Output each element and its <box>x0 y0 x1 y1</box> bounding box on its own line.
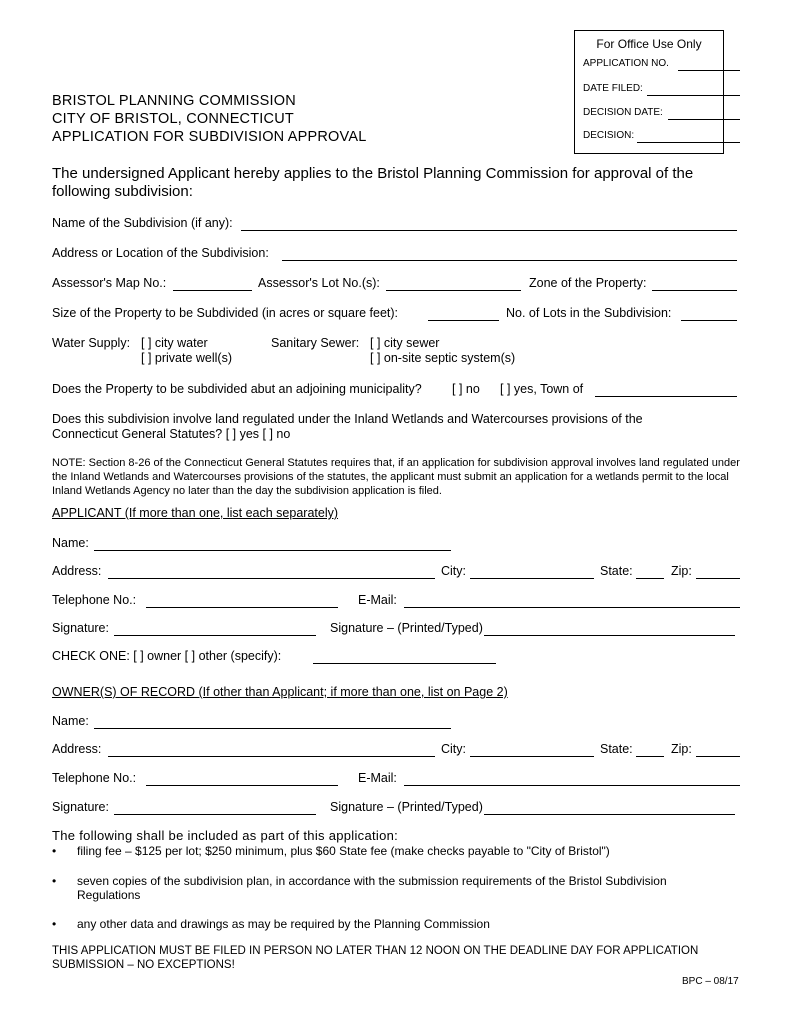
application-no-field[interactable] <box>678 70 740 71</box>
date-filed-field[interactable] <box>647 95 740 96</box>
water-supply-label: Water Supply: <box>52 336 131 350</box>
owner-email-label: E-Mail: <box>358 771 397 785</box>
applicant-city-field[interactable] <box>470 578 594 579</box>
size-label: Size of the Property to be Subdivided (in acres or square feet): <box>52 306 399 320</box>
applicant-state-field[interactable] <box>636 578 664 579</box>
applicant-state-label: State: <box>600 564 633 578</box>
filing-warning-1: THIS APPLICATION MUST BE FILED IN PERSON NO LATER THAN 12 NOON ON THE DEADLINE DAY FOR APPLICATION <box>52 945 699 957</box>
owner-name-label: Name: <box>52 714 89 728</box>
owner-address-field[interactable] <box>108 756 435 757</box>
sewer-septic-checkbox[interactable]: [ ] on-site septic system(s) <box>370 351 516 365</box>
applicant-signature-printed-field[interactable] <box>484 635 735 636</box>
included-item-copies-cont: Regulations <box>77 888 141 902</box>
applicant-telephone-field[interactable] <box>146 607 338 608</box>
wetlands-question-2[interactable]: Connecticut General Statutes? [ ] yes [ ] no <box>52 427 291 441</box>
decision-date-label: DECISION DATE: <box>583 107 663 118</box>
map-no-label: Assessor's Map No.: <box>52 276 167 290</box>
owner-address-label: Address: <box>52 742 102 756</box>
num-lots-field[interactable] <box>681 320 737 321</box>
owner-zip-label: Zip: <box>671 742 692 756</box>
num-lots-label: No. of Lots in the Subdivision: <box>506 306 672 320</box>
zone-label: Zone of the Property: <box>529 276 647 290</box>
address-location-label: Address or Location of the Subdivision: <box>52 246 269 260</box>
applicant-signature-label: Signature: <box>52 621 109 635</box>
date-filed-label: DATE FILED: <box>583 83 643 94</box>
decision-date-field[interactable] <box>668 119 740 120</box>
applicant-address-label: Address: <box>52 564 102 578</box>
owner-city-field[interactable] <box>470 756 594 757</box>
municipality-question: Does the Property to be subdivided abut an adjoining municipality? <box>52 382 422 396</box>
owner-email-field[interactable] <box>404 785 740 786</box>
included-heading: The following shall be included as part of this application: <box>52 828 399 843</box>
owner-state-field[interactable] <box>636 756 664 757</box>
applicant-name-label: Name: <box>52 536 89 550</box>
town-of-field[interactable] <box>595 396 737 397</box>
header-title: APPLICATION FOR SUBDIVISION APPROVAL <box>52 129 367 145</box>
zone-field[interactable] <box>652 290 737 291</box>
lot-no-field[interactable] <box>386 290 521 291</box>
subdivision-name-label: Name of the Subdivision (if any): <box>52 216 233 230</box>
included-item-filing-fee: filing fee – $125 per lot; $250 minimum, plus $60 State fee (make checks payable to "City of Bristol") <box>77 844 610 858</box>
municipality-yes-checkbox[interactable]: [ ] yes, Town of <box>500 382 584 396</box>
applicant-city-label: City: <box>441 564 466 578</box>
sanitary-sewer-label: Sanitary Sewer: <box>271 336 360 350</box>
water-well-checkbox[interactable]: [ ] private well(s) <box>141 351 232 365</box>
municipality-no-checkbox[interactable]: [ ] no <box>452 382 480 396</box>
owner-signature-printed-field[interactable] <box>484 814 735 815</box>
wetlands-question-1: Does this subdivision involve land regulated under the Inland Wetlands and Watercourses provisions of the <box>52 412 643 426</box>
office-use-box <box>574 30 724 154</box>
water-city-checkbox[interactable]: [ ] city water <box>141 336 208 350</box>
applicant-address-field[interactable] <box>108 578 435 579</box>
application-no-label: APPLICATION NO. <box>583 58 669 69</box>
bullet-icon: • <box>52 917 57 931</box>
map-no-field[interactable] <box>173 290 252 291</box>
address-location-field[interactable] <box>282 260 737 261</box>
lot-no-label: Assessor's Lot No.(s): <box>258 276 380 290</box>
included-item-copies: seven copies of the subdivision plan, in accordance with the submission requirements of the Bristol Subdivision <box>77 874 667 888</box>
applicant-email-field[interactable] <box>404 607 740 608</box>
included-item-other-data: any other data and drawings as may be required by the Planning Commission <box>77 917 490 931</box>
owner-heading: OWNER(S) OF RECORD (If other than Applicant; if more than one, list on Page 2) <box>52 685 508 699</box>
subdivision-name-field[interactable] <box>241 230 737 231</box>
owner-name-field[interactable] <box>94 728 451 729</box>
applicant-heading: APPLICANT (If more than one, list each separately) <box>52 506 339 520</box>
bullet-icon: • <box>52 844 57 858</box>
intro-line-2: following subdivision: <box>52 183 193 200</box>
owner-telephone-field[interactable] <box>146 785 338 786</box>
applicant-telephone-label: Telephone No.: <box>52 593 137 607</box>
applicant-signature-field[interactable] <box>114 635 316 636</box>
other-specify-field[interactable] <box>313 663 496 664</box>
wetlands-note: NOTE: Section 8-26 of the Connecticut General Statutes requires that, if an application for subdivision approval involves land regulated under the Inland Wetlands and Watercourses provisions of the statutes, the applicant must submit an application for a wetlands permit to the local Inland Wetlands Agency no later than the day the subdivision application is filed. <box>52 457 740 497</box>
owner-state-label: State: <box>600 742 633 756</box>
size-field[interactable] <box>428 320 499 321</box>
applicant-zip-label: Zip: <box>671 564 692 578</box>
office-use-title: For Office Use Only <box>596 37 702 51</box>
filing-warning-2: SUBMISSION – NO EXCEPTIONS! <box>52 959 235 971</box>
sewer-city-checkbox[interactable]: [ ] city sewer <box>370 336 440 350</box>
form-code: BPC – 08/17 <box>682 976 739 987</box>
check-one-options[interactable]: CHECK ONE: [ ] owner [ ] other (specify): <box>52 649 282 663</box>
owner-signature-label: Signature: <box>52 800 109 814</box>
decision-label: DECISION: <box>583 130 635 141</box>
applicant-signature-printed-label: Signature – (Printed/Typed) <box>330 621 483 635</box>
owner-zip-field[interactable] <box>696 756 740 757</box>
owner-city-label: City: <box>441 742 466 756</box>
applicant-email-label: E-Mail: <box>358 593 397 607</box>
owner-telephone-label: Telephone No.: <box>52 771 137 785</box>
owner-signature-printed-label: Signature – (Printed/Typed) <box>330 800 483 814</box>
header-city: CITY OF BRISTOL, CONNECTICUT <box>52 111 294 127</box>
applicant-zip-field[interactable] <box>696 578 740 579</box>
decision-field[interactable] <box>637 142 740 143</box>
owner-signature-field[interactable] <box>114 814 316 815</box>
bullet-icon: • <box>52 874 57 888</box>
applicant-name-field[interactable] <box>94 550 451 551</box>
intro-line-1: The undersigned Applicant hereby applies to the Bristol Planning Commission for approval of the <box>52 165 694 182</box>
header-commission: BRISTOL PLANNING COMMISSION <box>52 93 296 109</box>
